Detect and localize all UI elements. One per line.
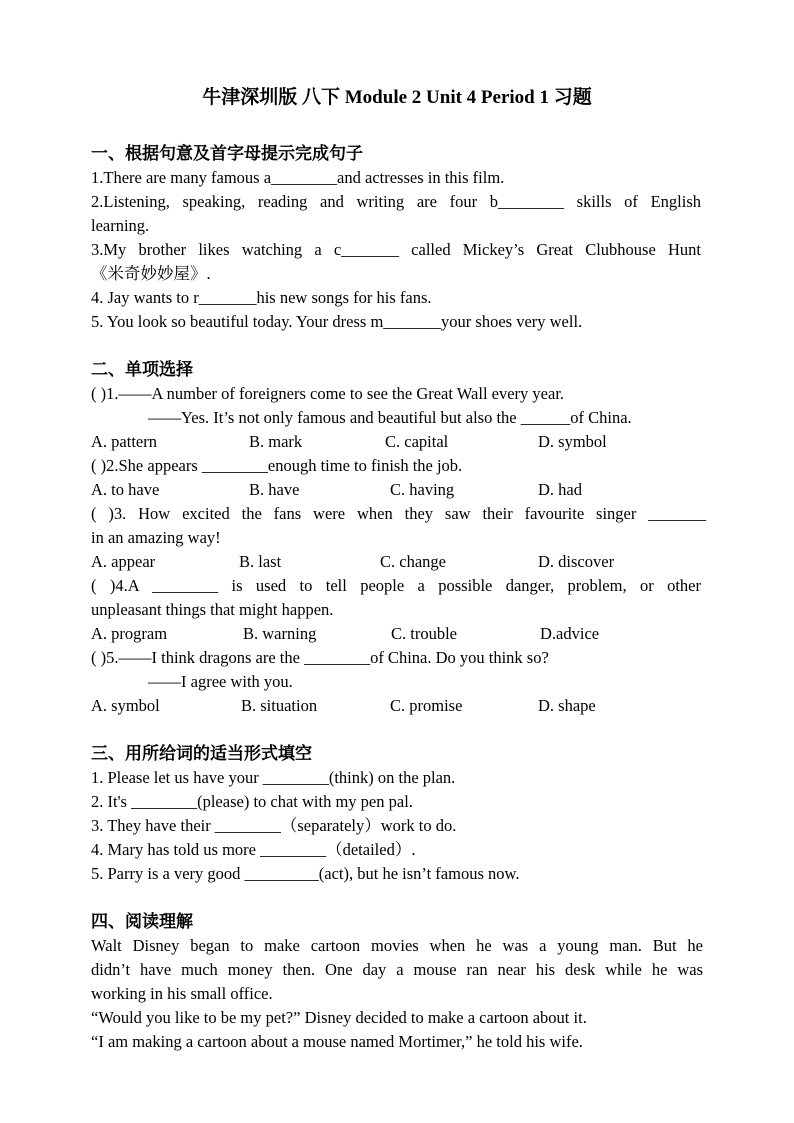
s1-line: 4. Jay wants to r_______his new songs for his fans. — [91, 288, 432, 307]
s1-line: 5. You look so beautiful today. Your dress m_______your shoes very well. — [91, 312, 583, 331]
section3-heading: 三、用所给词的适当形式填空 — [91, 744, 312, 764]
q3-stem-cont: in an amazing way! — [91, 528, 221, 547]
s1-line: 1.There are many famous a________and actresses in this film. — [91, 168, 505, 187]
section2-heading: 二、单项选择 — [91, 360, 193, 380]
q1-option-b: B. mark — [249, 432, 303, 451]
q3-option-d: D. discover — [538, 552, 615, 571]
q2-option-d: D. had — [538, 480, 582, 499]
q3-stem: ( )3. How excited the fans were when they saw their favourite singer _______ — [91, 504, 706, 523]
q1-stem: ( )1.——A number of foreigners come to see the Great Wall every year. — [91, 384, 565, 403]
q2-option-b: B. have — [249, 480, 300, 499]
q4-option-d: D.advice — [540, 624, 600, 643]
q3-option-b: B. last — [239, 552, 282, 571]
s4-paragraph-line: didn’t have much money then. One day a mouse ran near his desk while he was — [91, 960, 703, 979]
q4-stem-cont: unpleasant things that might happen. — [91, 600, 334, 619]
q4-stem: ( )4.A ________ is used to tell people a possible danger, problem, or other — [91, 576, 701, 595]
section1-heading: 一、根据句意及首字母提示完成句子 — [91, 144, 363, 164]
q2-option-a: A. to have — [91, 480, 160, 499]
q4-option-a: A. program — [91, 624, 168, 643]
q2-option-c: C. having — [390, 480, 455, 499]
page-title: 牛津深圳版 八下 Module 2 Unit 4 Period 1 习题 — [202, 87, 592, 108]
q5-option-b: B. situation — [241, 696, 318, 715]
q4-option-c: C. trouble — [391, 624, 457, 643]
q5-option-a: A. symbol — [91, 696, 160, 715]
s3-line: 1. Please let us have your ________(think) on the plan. — [91, 768, 456, 787]
s4-paragraph-line: “I am making a cartoon about a mouse named Mortimer,” he told his wife. — [91, 1032, 583, 1051]
s3-line: 5. Parry is a very good _________(act), but he isn’t famous now. — [91, 864, 520, 883]
q1-option-d: D. symbol — [538, 432, 607, 451]
s1-line: 《米奇妙妙屋》. — [91, 264, 211, 283]
q2-stem: ( )2.She appears ________enough time to finish the job. — [91, 456, 463, 475]
q5-option-c: C. promise — [390, 696, 463, 715]
q4-option-b: B. warning — [243, 624, 317, 643]
s3-line: 4. Mary has told us more ________（detailed）. — [91, 840, 416, 859]
q1-option-c: C. capital — [385, 432, 449, 451]
s4-paragraph-line: “Would you like to be my pet?” Disney decided to make a cartoon about it. — [91, 1008, 587, 1027]
q5-reply: ——I agree with you. — [148, 672, 293, 691]
q1-reply: ——Yes. It’s not only famous and beautiful but also the ______of China. — [148, 408, 632, 427]
q3-option-c: C. change — [380, 552, 446, 571]
q5-stem: ( )5.——I think dragons are the ________of China. Do you think so? — [91, 648, 549, 667]
s1-line: learning. — [91, 216, 150, 235]
q3-option-a: A. appear — [91, 552, 156, 571]
s1-line: 3.My brother likes watching a c_______ called Mickey’s Great Clubhouse Hunt — [91, 240, 701, 259]
s4-paragraph-line: working in his small office. — [91, 984, 273, 1003]
section4-heading: 四、阅读理解 — [91, 912, 193, 932]
s1-line: 2.Listening, speaking, reading and writing are four b________ skills of English — [91, 192, 701, 211]
q5-option-d: D. shape — [538, 696, 596, 715]
s3-line: 3. They have their ________（separately）work to do. — [91, 816, 457, 835]
s4-paragraph-line: Walt Disney began to make cartoon movies when he was a young man. But he — [91, 936, 703, 955]
s3-line: 2. It's ________(please) to chat with my pen pal. — [91, 792, 413, 811]
q1-option-a: A. pattern — [91, 432, 157, 451]
